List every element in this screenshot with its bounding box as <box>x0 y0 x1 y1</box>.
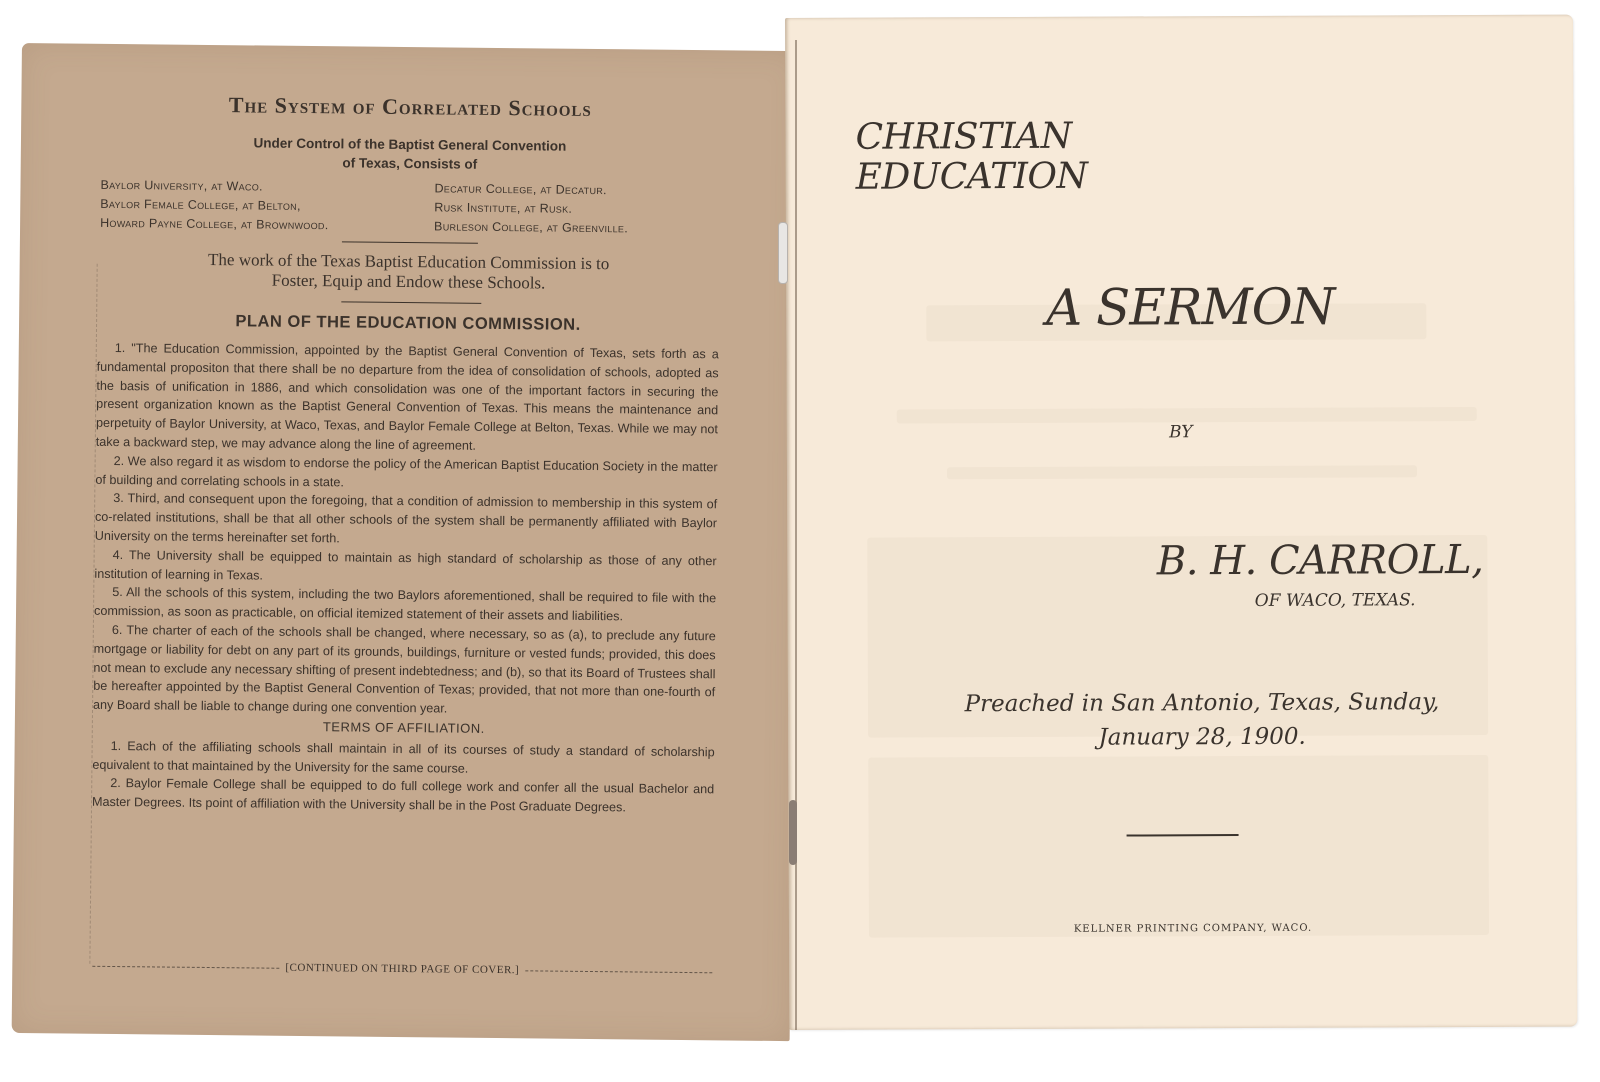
terms-item: 1. Each of the affiliating schools shall maintain in all of its courses of study a standard of scholarship equivalent to that maintained by the University for the same course. <box>92 738 715 776</box>
subtitle <box>21 131 799 177</box>
left-page-cover <box>12 43 800 1041</box>
plan-item: 6. The charter of each of the schools shall be changed, where necessary, so as (a), to preclude any future mortgage or liability for debt on any part of its grounds, buildings, furniture or vested funds; provided, this does not mean to exclude any necessary shifting of present indebtedness; and (b), so that its Board of Trustees shall be hereafter appointed by the Baptist General Convention of Texas; provided, that not more than one-fourth of any Board shall be liable to change during one convention year. <box>92 622 716 716</box>
continued-text: [CONTINUED ON THIRD PAGE OF COVER.] <box>285 961 520 977</box>
school-item: Rusk Institute, at Rusk. <box>434 200 573 216</box>
by-label: BY <box>1169 422 1193 443</box>
preached-line-1: Preached in San Antonio, Texas, Sunday, <box>964 689 1440 718</box>
author-name: B. H. CARROLL, <box>1156 536 1484 585</box>
schools-list <box>100 176 701 239</box>
dashed-rule <box>92 965 279 968</box>
terms-item: 2. Baylor Female College shall be equipped to do full college work and confer all the usual Bachelor and Master Degrees. Its point of affiliation with the University shall be in the Post Graduate Degrees. <box>91 776 715 815</box>
school-item: Howard Payne College, at Brownwood. <box>100 215 329 233</box>
sermon-heading: A SERMON <box>1045 277 1335 337</box>
author-hometown: OF WACO, TEXAS. <box>1254 590 1416 611</box>
document-title <box>855 117 1087 198</box>
plan-item: 5. All the schools of this system, including the two Baylors aforementioned, shall be required to file with the commission, as soon as practicable, on official itemized statement of their assets and liabilities. <box>93 585 717 624</box>
spine <box>795 40 797 1030</box>
page-title: The System of Correlated Schools <box>228 92 592 121</box>
subtitle-line-2: of Texas, Consists of <box>342 155 478 172</box>
right-page-title <box>785 15 1577 1030</box>
plan-body <box>92 339 719 818</box>
preached-note <box>788 685 1576 756</box>
divider <box>341 301 481 303</box>
plan-item: 4. The University shall be equipped to maintain as high standard of scholarship as those of any other institution of learning in Texas. <box>94 547 717 583</box>
mission-line-1: The work of the Texas Baptist Education Commission is to <box>208 249 610 274</box>
staple-icon <box>789 800 797 865</box>
dashed-rule <box>525 970 712 973</box>
continued-note <box>92 960 712 978</box>
divider <box>342 241 478 243</box>
mission-line-2: Foster, Equip and Endow these Schools. <box>271 270 546 293</box>
section-heading-plan: PLAN OF THE EDUCATION COMMISSION. <box>235 312 581 334</box>
plan-item: 3. Third, and consequent upon the foregoing, that a condition of admission to membership in this system of co-related institutions, shall be that all other schools of the system shall be permanently affiliated with Baylor University on the terms hereinafter set forth. <box>94 491 718 546</box>
plan-item: 1. "The Education Commission, appointed by the Baptist General Convention of Texas, sets forth as a fundamental propositon that there shall be no departure from the idea of consolidation of schools, adopted as the basis of unification in 1886, and which consolidation was one of the important factors in securing the present organization known as the Baptist General Convention of Texas. This means the maintenance and perpetuity of Baylor University, at Waco, Texas, and Baylor Female College at Belton, Texas. While we may not take a backward step, we may advance along the line of agreement. <box>95 340 719 453</box>
plan-item: 2. We also regard it as wisdom to endorse the policy of the American Baptist Education Society in the matter of building and correlating schools in a state. <box>95 453 718 489</box>
school-item: Baylor University, at Waco. <box>100 177 263 194</box>
mission-statement <box>19 248 797 296</box>
title-line-2: EDUCATION <box>855 155 1088 198</box>
school-item: Decatur College, at Decatur. <box>434 181 607 198</box>
staple-icon <box>778 222 788 284</box>
subtitle-line-1: Under Control of the Baptist General Convention <box>253 135 567 154</box>
show-through <box>947 465 1417 479</box>
title-line-1: CHRISTIAN <box>855 115 1072 158</box>
show-through <box>868 755 1489 938</box>
preached-date: January 28, 1900. <box>1098 723 1306 751</box>
school-item: Baylor Female College, at Belton, <box>100 196 301 213</box>
school-item: Burleson College, at Greenville. <box>434 219 629 236</box>
printer-imprint: KELLNER PRINTING COMPANY, WACO. <box>1073 922 1313 935</box>
section-heading-terms: TERMS OF AFFILIATION. <box>322 719 485 736</box>
